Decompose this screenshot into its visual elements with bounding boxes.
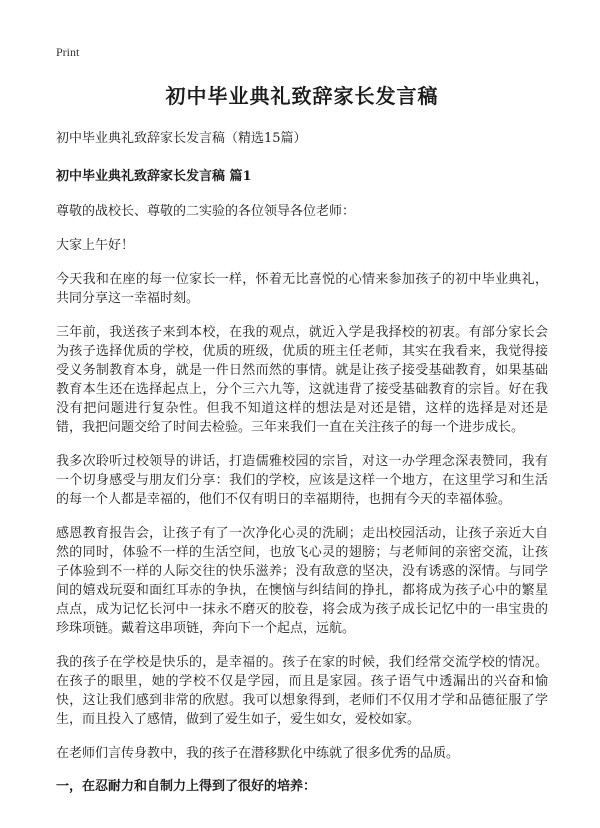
paragraph-greeting: 大家上午好！	[56, 238, 135, 253]
paragraph-salutation: 尊敬的战校长、尊敬的二实验的各位领导各位老师：	[56, 204, 356, 219]
paragraph-body: 三年前，我送孩子来到本校，在我的观点，就近入学是我择校的初衷。有部分家长会为孩子选择优质的学校，优质的班级，优质的班主任老师，其实在我看来，我觉得接受义务制教育本身，就是一件日然而然的事情。就是让孩子接受基础教育，如果基础教育本生还在选择起点上，分个三六九等，这就违背了接受基础教育的宗旨。好在我没有把问题进行复杂性。但我不知道这样的想法是对还是错，这样的选择是对还是错，我把问题交给了时间去检验。三年来我们一直在关注孩子的每一个进步成长。	[56, 325, 548, 435]
paragraph-body: 在老师们言传身教中，我的孩子在潜移默化中练就了很多优秀的品质。	[56, 746, 460, 761]
paragraph-body: 今天我和在座的每一位家长一样，怀着无比喜悦的心情来参加孩子的初中毕业典礼，共同分享这一幸福时刻。	[56, 272, 548, 306]
paragraph-body: 感恩教育报告会，让孩子有了一次净化心灵的洗刷；走出校园活动，让孩子亲近大自然的同时，体验不一样的生活空间，也放飞心灵的翅膀；与老师间的亲密交流，让孩子体验到不一样的人际交往的快乐滋养；没有敌意的坚决，没有诱惑的深情。与同学间的嬉戏玩耍和面红耳赤的争执，在懊恼与纠结间的挣扎，都将成为孩子心中的繁星点点，成为记忆长河中一抹永不磨灭的胶卷，将会成为孩子成长记忆中的一串宝贵的珍珠项链。戴着这串项链，奔向下一个起点，远航。	[56, 526, 548, 636]
print-label[interactable]: Print	[56, 45, 80, 59]
document-title: 初中毕业典礼致辞家长发言稿	[165, 84, 439, 108]
section-heading: 初中毕业典礼致辞家长发言稿 篇1	[56, 169, 252, 184]
document-subtitle: 初中毕业典礼致辞家长发言稿（精选15篇）	[56, 131, 307, 146]
paragraph-body: 我多次聆听过校领导的讲话，打造儒雅校园的宗旨，对这一办学理念深表赞同，我有一个切身感受与朋友们分享：我们的学校，应该是这样一个地方，在这里学习和生活的每一个人都是幸福的，他们不仅有明日的幸福期待，也拥有今天的幸福体验。	[56, 454, 548, 507]
sub-heading: 一，在忍耐力和自制力上得到了很好的培养：	[56, 779, 317, 794]
paragraph-body: 我的孩子在学校是快乐的，是幸福的。孩子在家的时候，我们经常交流学校的情况。在孩子的眼里，她的学校不仅是学园，而且是家园。孩子语气中透漏出的兴奋和愉快，这让我们感到非常的欣慰。我可以想象得到，老师们不仅用才学和品德征服了学生，而且投入了感情，做到了爱生如子，爱生如女，爱校如家。	[56, 655, 548, 727]
